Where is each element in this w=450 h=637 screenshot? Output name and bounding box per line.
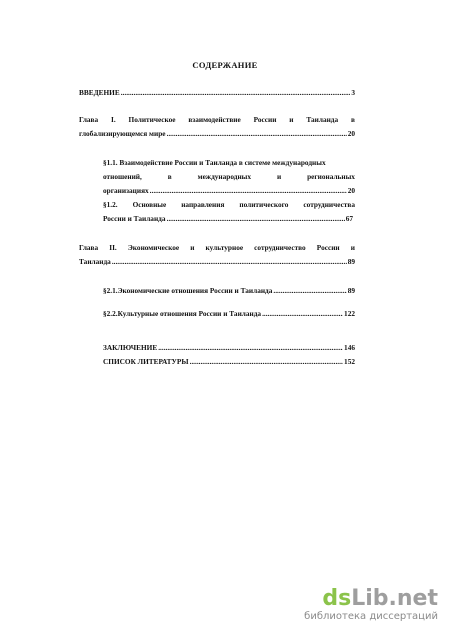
toc-chapter2-line2: [79, 257, 355, 266]
toc-word: и: [190, 243, 195, 252]
toc-word: сотрудничества: [303, 200, 355, 209]
toc-page-number: 152: [344, 357, 355, 366]
toc-word: сотрудничество: [254, 243, 306, 252]
toc-word: Таиланда: [306, 115, 339, 124]
toc-word: и: [350, 243, 355, 252]
toc-leader-dots: [167, 214, 345, 223]
toc-word: международных: [197, 172, 252, 181]
toc-word: взаимодействие: [188, 115, 241, 124]
toc-leader-dots: [273, 286, 346, 295]
toc-leader-dots: [112, 257, 347, 266]
toc-word: Глава: [79, 115, 99, 124]
toc-word: в: [350, 115, 355, 124]
toc-page-number: 89: [347, 257, 355, 266]
toc-word: России: [253, 115, 277, 124]
toc-chapter1-line1: [79, 115, 355, 124]
logo-part: Lib.net: [351, 586, 438, 611]
toc-section21: [103, 286, 355, 295]
toc-entry-label: России и Таиланда: [103, 214, 166, 223]
toc-word: региональных: [307, 172, 355, 181]
toc-entry-label: §1.1. Взаимодействие России и Таиланда в системе международных: [103, 158, 326, 167]
toc-entry-label: глобализирующемся мире: [79, 129, 166, 138]
toc-leader-dots: [158, 343, 343, 352]
toc-entry-label: Таиланда: [79, 257, 111, 266]
toc-entry-references: [103, 357, 355, 366]
toc-page-number: 20: [347, 129, 355, 138]
toc-page-number: 20: [347, 186, 355, 195]
toc-leader-dots: [262, 309, 343, 318]
toc-chapter2-line1: [79, 243, 355, 252]
toc-word: направления: [181, 200, 225, 209]
logo-subtitle: библиотека диссертаций: [304, 611, 438, 622]
toc-word: Глава: [79, 243, 99, 252]
toc-leader-dots: [167, 129, 347, 138]
toc-word: Основные: [132, 200, 167, 209]
toc-word: Политическое: [128, 115, 176, 124]
toc-entry-label: СПИСОК ЛИТЕРАТУРЫ: [103, 357, 189, 366]
toc-leader-dots: [150, 186, 347, 195]
toc-word: и: [289, 115, 294, 124]
toc-word: I.: [111, 115, 116, 124]
toc-section11-line3: [103, 186, 355, 195]
toc-page-number: 89: [347, 286, 355, 295]
toc-entry-label: §2.1.Экономические отношения России и Таиланда: [103, 286, 273, 295]
toc-section11-line1: [103, 158, 355, 167]
toc-section12-line2: [103, 214, 353, 223]
toc-word: политического: [239, 200, 289, 209]
toc-chapter1-line2: [79, 129, 355, 138]
toc-word: отношений,: [103, 172, 142, 181]
toc-word: §1.2.: [103, 200, 118, 209]
toc-entry-label: §2.2.Культурные отношения России и Таиланда: [103, 309, 262, 318]
logo-wordmark: [304, 588, 438, 610]
toc-page-number: 122: [344, 309, 355, 318]
dslib-watermark-logo: [304, 588, 438, 622]
toc-entry-label: организациях: [103, 186, 149, 195]
toc-leader-dots: [190, 357, 344, 366]
toc-entry-label: ВВЕДЕНИЕ: [79, 88, 120, 97]
toc-page-number: 67: [345, 214, 353, 223]
toc-entry-conclusion: [103, 343, 355, 352]
toc-entry-label: ЗАКЛЮЧЕНИЕ: [103, 343, 158, 352]
toc-page-number: 146: [344, 343, 355, 352]
logo-part: ds: [322, 586, 352, 611]
toc-word: России: [316, 243, 340, 252]
toc-word: Экономическое: [127, 243, 180, 252]
toc-word: в: [167, 172, 172, 181]
page-title: СОДЕРЖАНИЕ: [192, 60, 258, 70]
toc-word: культурное: [205, 243, 244, 252]
toc-entry-introduction: [79, 88, 355, 97]
toc-section11-line2: [103, 172, 355, 181]
toc-word: II.: [109, 243, 117, 252]
toc-section12-line1: [103, 200, 355, 209]
toc-section22: [103, 309, 355, 318]
toc-word: и: [276, 172, 282, 181]
toc-page-number: 3: [351, 88, 355, 97]
toc-leader-dots: [121, 88, 351, 97]
